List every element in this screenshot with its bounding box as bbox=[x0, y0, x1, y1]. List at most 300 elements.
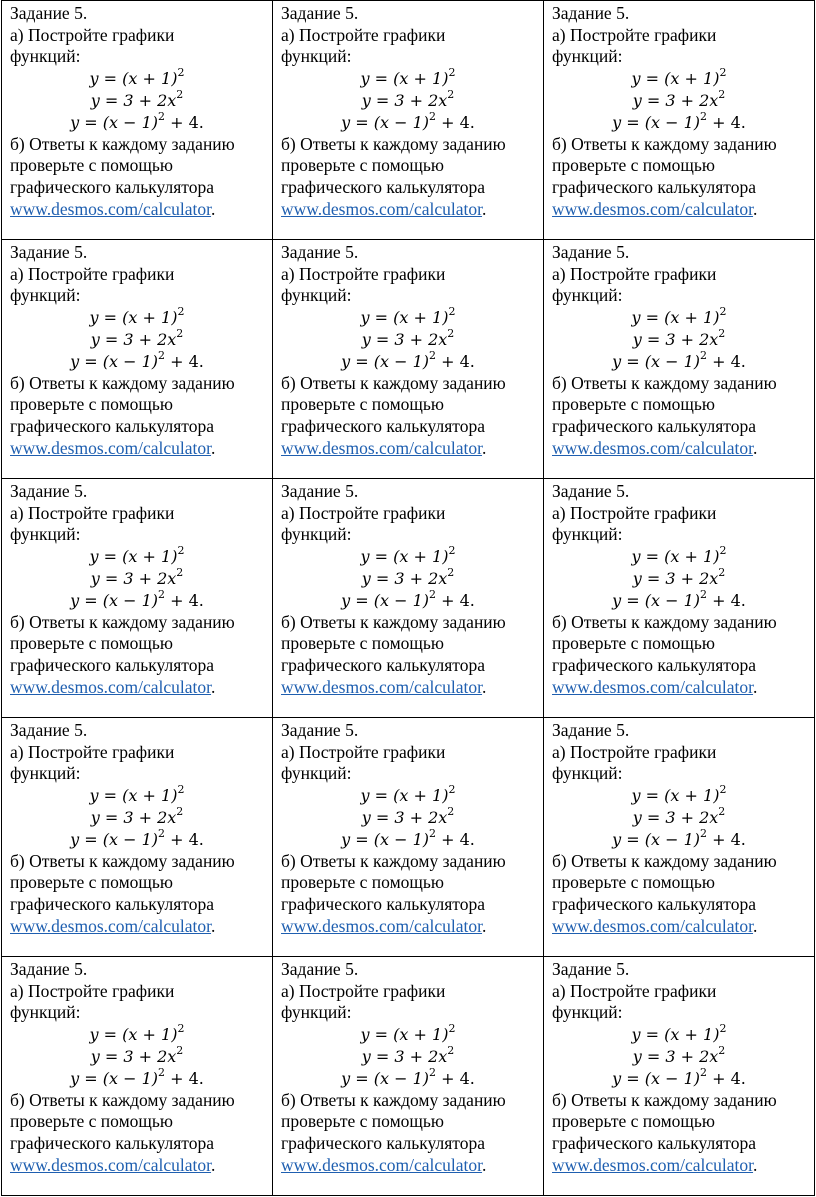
task-title: Задание 5. bbox=[552, 3, 630, 23]
equation-1-exponent: 2 bbox=[448, 305, 456, 319]
desmos-calculator-link[interactable]: www.desmos.com/calculator bbox=[552, 437, 754, 458]
equation-3-tail: + 4. bbox=[436, 112, 475, 132]
link-period: . bbox=[482, 1154, 487, 1175]
equation-2-exponent: 2 bbox=[447, 1044, 455, 1058]
part-b-line-3: графического калькулятора bbox=[552, 1132, 756, 1153]
equation-1-exponent: 2 bbox=[448, 783, 456, 797]
link-period: . bbox=[211, 676, 216, 697]
desmos-calculator-link[interactable]: www.desmos.com/calculator bbox=[10, 676, 212, 697]
task-card bbox=[2, 479, 273, 718]
calculator-link-line bbox=[281, 916, 535, 938]
equation-2-exponent: 2 bbox=[718, 327, 726, 341]
part-b-line-1: б) Ответы к каждому заданию bbox=[281, 133, 506, 154]
equation-2-exponent: 2 bbox=[176, 88, 184, 102]
part-a-line-2: функций: bbox=[281, 1002, 352, 1023]
desmos-calculator-link[interactable]: www.desmos.com/calculator bbox=[281, 1154, 483, 1175]
link-period: . bbox=[753, 1154, 758, 1175]
part-b-line-2: проверьте с помощью bbox=[10, 633, 173, 654]
task-card bbox=[273, 718, 544, 957]
desmos-calculator-link[interactable]: www.desmos.com/calculator bbox=[10, 915, 212, 936]
card-row bbox=[2, 240, 815, 479]
link-period: . bbox=[482, 676, 487, 697]
part-b-line-1: б) Ответы к каждому заданию bbox=[552, 611, 777, 632]
equation-3-tail: + 4. bbox=[707, 1068, 746, 1088]
equation-3 bbox=[10, 590, 264, 612]
equation-3 bbox=[552, 112, 806, 134]
equation-2 bbox=[281, 329, 535, 351]
equation-1-body: y = (x + 1) bbox=[89, 307, 178, 327]
task-card bbox=[2, 957, 273, 1196]
part-b-line-3: графического калькулятора bbox=[281, 1132, 485, 1153]
equation-3-tail: + 4. bbox=[165, 1068, 204, 1088]
equation-3-body: y = (x − 1) bbox=[341, 1068, 430, 1088]
part-a-line-2: функций: bbox=[552, 46, 623, 67]
equation-3 bbox=[281, 112, 535, 134]
desmos-calculator-link[interactable]: www.desmos.com/calculator bbox=[552, 915, 754, 936]
part-b-line-1: б) Ответы к каждому заданию bbox=[552, 1089, 777, 1110]
equation-2-body: y = 3 + 2x bbox=[90, 568, 177, 588]
part-a-line-1: а) Постройте графики bbox=[281, 741, 446, 762]
part-a-line-2: функций: bbox=[281, 763, 352, 784]
equation-2-body: y = 3 + 2x bbox=[632, 1046, 719, 1066]
equation-2-body: y = 3 + 2x bbox=[632, 90, 719, 110]
equation-3-tail: + 4. bbox=[436, 590, 475, 610]
part-b-line-3: графического калькулятора bbox=[552, 654, 756, 675]
desmos-calculator-link[interactable]: www.desmos.com/calculator bbox=[281, 915, 483, 936]
part-b-line-2: проверьте с помощью bbox=[10, 1111, 173, 1132]
equation-2-exponent: 2 bbox=[718, 88, 726, 102]
equation-3-body: y = (x − 1) bbox=[70, 112, 159, 132]
equation-1 bbox=[281, 1024, 535, 1046]
equation-1 bbox=[281, 307, 535, 329]
part-b-line-3: графического калькулятора bbox=[10, 893, 214, 914]
link-period: . bbox=[753, 437, 758, 458]
task-card bbox=[544, 240, 815, 479]
task-title: Задание 5. bbox=[281, 242, 359, 262]
equation-1 bbox=[10, 785, 264, 807]
task-title: Задание 5. bbox=[10, 959, 88, 979]
calculator-link-line bbox=[281, 677, 535, 699]
part-a-line-1: а) Постройте графики bbox=[552, 980, 717, 1001]
equation-3-tail: + 4. bbox=[165, 590, 204, 610]
calculator-link-line bbox=[552, 438, 806, 460]
equation-3-body: y = (x − 1) bbox=[612, 829, 701, 849]
part-b-line-1: б) Ответы к каждому заданию bbox=[10, 133, 235, 154]
desmos-calculator-link[interactable]: www.desmos.com/calculator bbox=[10, 198, 212, 219]
equation-2-exponent: 2 bbox=[718, 566, 726, 580]
equation-2-exponent: 2 bbox=[447, 805, 455, 819]
equation-3-body: y = (x − 1) bbox=[612, 1068, 701, 1088]
equation-3 bbox=[552, 1068, 806, 1090]
equation-3-tail: + 4. bbox=[436, 351, 475, 371]
part-b-line-1: б) Ответы к каждому заданию bbox=[552, 133, 777, 154]
calculator-link-line bbox=[10, 199, 264, 221]
equation-1 bbox=[552, 1024, 806, 1046]
equation-3-exponent: 2 bbox=[158, 827, 166, 841]
link-period: . bbox=[753, 915, 758, 936]
equation-2-body: y = 3 + 2x bbox=[632, 568, 719, 588]
desmos-calculator-link[interactable]: www.desmos.com/calculator bbox=[281, 198, 483, 219]
task-card bbox=[544, 957, 815, 1196]
task-title: Задание 5. bbox=[552, 242, 630, 262]
equation-1-body: y = (x + 1) bbox=[89, 68, 178, 88]
part-a-line-1: а) Постройте графики bbox=[10, 980, 175, 1001]
part-a-line-1: а) Постройте графики bbox=[552, 741, 717, 762]
equation-2 bbox=[552, 568, 806, 590]
equation-1 bbox=[281, 68, 535, 90]
task-title: Задание 5. bbox=[552, 481, 630, 501]
desmos-calculator-link[interactable]: www.desmos.com/calculator bbox=[10, 437, 212, 458]
equation-3 bbox=[552, 590, 806, 612]
equation-3-tail: + 4. bbox=[707, 351, 746, 371]
equation-3 bbox=[10, 351, 264, 373]
equation-1-exponent: 2 bbox=[448, 66, 456, 80]
equation-3-exponent: 2 bbox=[429, 588, 437, 602]
link-period: . bbox=[753, 198, 758, 219]
part-b-line-1: б) Ответы к каждому заданию bbox=[281, 372, 506, 393]
equation-1-exponent: 2 bbox=[719, 66, 727, 80]
equation-3 bbox=[10, 112, 264, 134]
calculator-link-line bbox=[552, 1155, 806, 1177]
part-b-line-2: проверьте с помощью bbox=[281, 1111, 444, 1132]
link-period: . bbox=[482, 198, 487, 219]
card-row bbox=[2, 1, 815, 240]
card-row bbox=[2, 957, 815, 1196]
part-b-line-2: проверьте с помощью bbox=[10, 872, 173, 893]
part-a-line-1: а) Постройте графики bbox=[281, 502, 446, 523]
task-card bbox=[273, 240, 544, 479]
desmos-calculator-link[interactable]: www.desmos.com/calculator bbox=[552, 198, 754, 219]
task-card bbox=[544, 1, 815, 240]
task-card bbox=[273, 1, 544, 240]
calculator-link-line bbox=[552, 677, 806, 699]
part-a-line-2: функций: bbox=[10, 285, 81, 306]
task-cards-grid bbox=[1, 0, 815, 1196]
equation-1-body: y = (x + 1) bbox=[631, 307, 720, 327]
equation-1-body: y = (x + 1) bbox=[360, 1024, 449, 1044]
equation-2-exponent: 2 bbox=[447, 88, 455, 102]
desmos-calculator-link[interactable]: www.desmos.com/calculator bbox=[552, 1154, 754, 1175]
part-b-line-2: проверьте с помощью bbox=[552, 394, 715, 415]
equation-2-exponent: 2 bbox=[718, 1044, 726, 1058]
equation-1-exponent: 2 bbox=[177, 544, 185, 558]
part-b-line-2: проверьте с помощью bbox=[552, 872, 715, 893]
part-b-line-1: б) Ответы к каждому заданию bbox=[10, 850, 235, 871]
part-b-line-3: графического калькулятора bbox=[281, 893, 485, 914]
desmos-calculator-link[interactable]: www.desmos.com/calculator bbox=[552, 676, 754, 697]
equation-3-tail: + 4. bbox=[436, 1068, 475, 1088]
equation-2-exponent: 2 bbox=[718, 805, 726, 819]
part-a-line-1: а) Постройте графики bbox=[10, 263, 175, 284]
equation-1-exponent: 2 bbox=[177, 66, 185, 80]
part-a-line-2: функций: bbox=[10, 524, 81, 545]
equation-1-exponent: 2 bbox=[177, 1022, 185, 1036]
task-title: Задание 5. bbox=[281, 720, 359, 740]
task-title: Задание 5. bbox=[10, 481, 88, 501]
equation-1-exponent: 2 bbox=[719, 1022, 727, 1036]
task-title: Задание 5. bbox=[10, 242, 88, 262]
task-title: Задание 5. bbox=[552, 959, 630, 979]
part-a-line-1: а) Постройте графики bbox=[10, 24, 175, 45]
equation-1-body: y = (x + 1) bbox=[89, 546, 178, 566]
task-card bbox=[2, 718, 273, 957]
equation-3 bbox=[281, 351, 535, 373]
part-a-line-2: функций: bbox=[281, 46, 352, 67]
part-a-line-2: функций: bbox=[552, 1002, 623, 1023]
part-b-line-3: графического калькулятора bbox=[10, 176, 214, 197]
equation-2-body: y = 3 + 2x bbox=[361, 1046, 448, 1066]
equation-3-exponent: 2 bbox=[700, 110, 708, 124]
part-a-line-1: а) Постройте графики bbox=[281, 263, 446, 284]
equation-3-body: y = (x − 1) bbox=[70, 1068, 159, 1088]
part-a-line-2: функций: bbox=[10, 763, 81, 784]
equation-2-exponent: 2 bbox=[176, 566, 184, 580]
part-b-line-3: графического калькулятора bbox=[10, 1132, 214, 1153]
part-b-line-3: графического калькулятора bbox=[552, 176, 756, 197]
part-a-line-2: функций: bbox=[10, 1002, 81, 1023]
equation-3-tail: + 4. bbox=[707, 829, 746, 849]
task-card bbox=[2, 1, 273, 240]
part-b-line-1: б) Ответы к каждому заданию bbox=[10, 611, 235, 632]
equation-2 bbox=[552, 807, 806, 829]
equation-3 bbox=[281, 829, 535, 851]
equation-3-exponent: 2 bbox=[429, 349, 437, 363]
equation-3-tail: + 4. bbox=[165, 829, 204, 849]
part-a-line-2: функций: bbox=[10, 46, 81, 67]
equation-2-exponent: 2 bbox=[447, 327, 455, 341]
task-card bbox=[2, 240, 273, 479]
calculator-link-line bbox=[10, 677, 264, 699]
equation-1 bbox=[281, 785, 535, 807]
equation-1-body: y = (x + 1) bbox=[631, 546, 720, 566]
link-period: . bbox=[211, 437, 216, 458]
equation-2-exponent: 2 bbox=[447, 566, 455, 580]
part-b-line-2: проверьте с помощью bbox=[281, 872, 444, 893]
equation-3-tail: + 4. bbox=[707, 112, 746, 132]
equation-2-body: y = 3 + 2x bbox=[361, 90, 448, 110]
equation-2-body: y = 3 + 2x bbox=[361, 807, 448, 827]
equation-1 bbox=[10, 546, 264, 568]
equation-2 bbox=[552, 329, 806, 351]
task-title: Задание 5. bbox=[10, 3, 88, 23]
part-b-line-2: проверьте с помощью bbox=[552, 1111, 715, 1132]
part-a-line-2: функций: bbox=[552, 763, 623, 784]
part-b-line-1: б) Ответы к каждому заданию bbox=[281, 611, 506, 632]
task-card bbox=[544, 718, 815, 957]
part-b-line-3: графического калькулятора bbox=[552, 415, 756, 436]
desmos-calculator-link[interactable]: www.desmos.com/calculator bbox=[281, 676, 483, 697]
part-b-line-2: проверьте с помощью bbox=[10, 394, 173, 415]
task-card bbox=[273, 957, 544, 1196]
equation-3-exponent: 2 bbox=[429, 1066, 437, 1080]
part-a-line-1: а) Постройте графики bbox=[281, 980, 446, 1001]
equation-2 bbox=[10, 807, 264, 829]
equation-1-body: y = (x + 1) bbox=[631, 785, 720, 805]
equation-2-body: y = 3 + 2x bbox=[90, 329, 177, 349]
equation-3 bbox=[552, 351, 806, 373]
calculator-link-line bbox=[281, 438, 535, 460]
task-card bbox=[544, 479, 815, 718]
card-row bbox=[2, 479, 815, 718]
equation-2 bbox=[281, 807, 535, 829]
part-b-line-2: проверьте с помощью bbox=[552, 633, 715, 654]
part-a-line-1: а) Постройте графики bbox=[281, 24, 446, 45]
task-card bbox=[273, 479, 544, 718]
equation-3-tail: + 4. bbox=[165, 112, 204, 132]
calculator-link-line bbox=[281, 1155, 535, 1177]
part-b-line-1: б) Ответы к каждому заданию bbox=[552, 850, 777, 871]
equation-3-body: y = (x − 1) bbox=[612, 112, 701, 132]
equation-2-exponent: 2 bbox=[176, 805, 184, 819]
part-b-line-3: графического калькулятора bbox=[281, 415, 485, 436]
equation-1 bbox=[552, 307, 806, 329]
equation-1-body: y = (x + 1) bbox=[89, 1024, 178, 1044]
equation-3-body: y = (x − 1) bbox=[341, 112, 430, 132]
equation-2-body: y = 3 + 2x bbox=[632, 807, 719, 827]
equation-2-body: y = 3 + 2x bbox=[632, 329, 719, 349]
desmos-calculator-link[interactable]: www.desmos.com/calculator bbox=[281, 437, 483, 458]
equation-2 bbox=[552, 1046, 806, 1068]
task-title: Задание 5. bbox=[552, 720, 630, 740]
equation-2 bbox=[10, 568, 264, 590]
task-title: Задание 5. bbox=[10, 720, 88, 740]
part-a-line-1: а) Постройте графики bbox=[552, 24, 717, 45]
equation-3-exponent: 2 bbox=[429, 110, 437, 124]
part-b-line-2: проверьте с помощью bbox=[552, 155, 715, 176]
equation-1 bbox=[552, 785, 806, 807]
part-a-line-1: а) Постройте графики bbox=[10, 502, 175, 523]
part-a-line-2: функций: bbox=[552, 524, 623, 545]
equation-3 bbox=[10, 1068, 264, 1090]
equation-3-tail: + 4. bbox=[165, 351, 204, 371]
equation-2-body: y = 3 + 2x bbox=[90, 1046, 177, 1066]
equation-2 bbox=[10, 329, 264, 351]
equation-1 bbox=[10, 68, 264, 90]
task-title: Задание 5. bbox=[281, 959, 359, 979]
task-title: Задание 5. bbox=[281, 481, 359, 501]
part-b-line-1: б) Ответы к каждому заданию bbox=[10, 372, 235, 393]
part-b-line-2: проверьте с помощью bbox=[10, 155, 173, 176]
calculator-link-line bbox=[10, 916, 264, 938]
part-a-line-2: функций: bbox=[281, 285, 352, 306]
part-b-line-1: б) Ответы к каждому заданию bbox=[552, 372, 777, 393]
part-b-line-3: графического калькулятора bbox=[552, 893, 756, 914]
card-row bbox=[2, 718, 815, 957]
link-period: . bbox=[482, 915, 487, 936]
equation-2 bbox=[552, 90, 806, 112]
equation-2-body: y = 3 + 2x bbox=[90, 90, 177, 110]
equation-1 bbox=[552, 68, 806, 90]
part-a-line-1: а) Постройте графики bbox=[552, 502, 717, 523]
equation-3-body: y = (x − 1) bbox=[341, 351, 430, 371]
equation-3-exponent: 2 bbox=[158, 1066, 166, 1080]
equation-1 bbox=[10, 307, 264, 329]
equation-3 bbox=[10, 829, 264, 851]
equation-3-body: y = (x − 1) bbox=[70, 829, 159, 849]
part-b-line-2: проверьте с помощью bbox=[281, 633, 444, 654]
equation-3-exponent: 2 bbox=[429, 827, 437, 841]
equation-1-body: y = (x + 1) bbox=[360, 307, 449, 327]
part-b-line-3: графического калькулятора bbox=[281, 654, 485, 675]
equation-2 bbox=[10, 90, 264, 112]
equation-1-body: y = (x + 1) bbox=[360, 546, 449, 566]
part-a-line-2: функций: bbox=[281, 524, 352, 545]
equation-1 bbox=[552, 546, 806, 568]
part-b-line-3: графического калькулятора bbox=[10, 654, 214, 675]
equation-3-tail: + 4. bbox=[707, 590, 746, 610]
equation-1-body: y = (x + 1) bbox=[89, 785, 178, 805]
equation-1 bbox=[281, 546, 535, 568]
equation-1-exponent: 2 bbox=[177, 783, 185, 797]
equation-3-body: y = (x − 1) bbox=[341, 590, 430, 610]
equation-3-body: y = (x − 1) bbox=[341, 829, 430, 849]
part-b-line-2: проверьте с помощью bbox=[281, 394, 444, 415]
equation-3 bbox=[281, 590, 535, 612]
part-a-line-2: функций: bbox=[552, 285, 623, 306]
link-period: . bbox=[211, 915, 216, 936]
task-title: Задание 5. bbox=[281, 3, 359, 23]
part-a-line-1: а) Постройте графики bbox=[10, 741, 175, 762]
equation-3-body: y = (x − 1) bbox=[70, 590, 159, 610]
equation-3 bbox=[281, 1068, 535, 1090]
equation-1-body: y = (x + 1) bbox=[631, 1024, 720, 1044]
equation-3-exponent: 2 bbox=[700, 349, 708, 363]
equation-3-body: y = (x − 1) bbox=[612, 590, 701, 610]
equation-1 bbox=[10, 1024, 264, 1046]
part-b-line-3: графического калькулятора bbox=[281, 176, 485, 197]
equation-3-exponent: 2 bbox=[158, 110, 166, 124]
part-a-line-1: а) Постройте графики bbox=[552, 263, 717, 284]
equation-3-exponent: 2 bbox=[700, 1066, 708, 1080]
equation-1-exponent: 2 bbox=[448, 1022, 456, 1036]
equation-2-body: y = 3 + 2x bbox=[90, 807, 177, 827]
calculator-link-line bbox=[552, 199, 806, 221]
equation-2 bbox=[281, 1046, 535, 1068]
equation-3-body: y = (x − 1) bbox=[612, 351, 701, 371]
equation-3-exponent: 2 bbox=[700, 827, 708, 841]
equation-2-body: y = 3 + 2x bbox=[361, 329, 448, 349]
part-b-line-1: б) Ответы к каждому заданию bbox=[281, 850, 506, 871]
equation-2-exponent: 2 bbox=[176, 327, 184, 341]
part-b-line-1: б) Ответы к каждому заданию bbox=[281, 1089, 506, 1110]
equation-1-exponent: 2 bbox=[719, 305, 727, 319]
equation-3 bbox=[552, 829, 806, 851]
link-period: . bbox=[753, 676, 758, 697]
equation-2-exponent: 2 bbox=[176, 1044, 184, 1058]
calculator-link-line bbox=[552, 916, 806, 938]
equation-3-exponent: 2 bbox=[158, 349, 166, 363]
link-period: . bbox=[211, 1154, 216, 1175]
equation-1-body: y = (x + 1) bbox=[360, 785, 449, 805]
equation-1-exponent: 2 bbox=[177, 305, 185, 319]
equation-3-exponent: 2 bbox=[700, 588, 708, 602]
equation-1-exponent: 2 bbox=[448, 544, 456, 558]
equation-3-tail: + 4. bbox=[436, 829, 475, 849]
equation-2-body: y = 3 + 2x bbox=[361, 568, 448, 588]
equation-2 bbox=[281, 90, 535, 112]
calculator-link-line bbox=[10, 438, 264, 460]
equation-1-body: y = (x + 1) bbox=[360, 68, 449, 88]
desmos-calculator-link[interactable]: www.desmos.com/calculator bbox=[10, 1154, 212, 1175]
equation-3-body: y = (x − 1) bbox=[70, 351, 159, 371]
link-period: . bbox=[482, 437, 487, 458]
equation-2 bbox=[10, 1046, 264, 1068]
calculator-link-line bbox=[281, 199, 535, 221]
part-b-line-2: проверьте с помощью bbox=[281, 155, 444, 176]
part-b-line-1: б) Ответы к каждому заданию bbox=[10, 1089, 235, 1110]
equation-1-body: y = (x + 1) bbox=[631, 68, 720, 88]
part-b-line-3: графического калькулятора bbox=[10, 415, 214, 436]
